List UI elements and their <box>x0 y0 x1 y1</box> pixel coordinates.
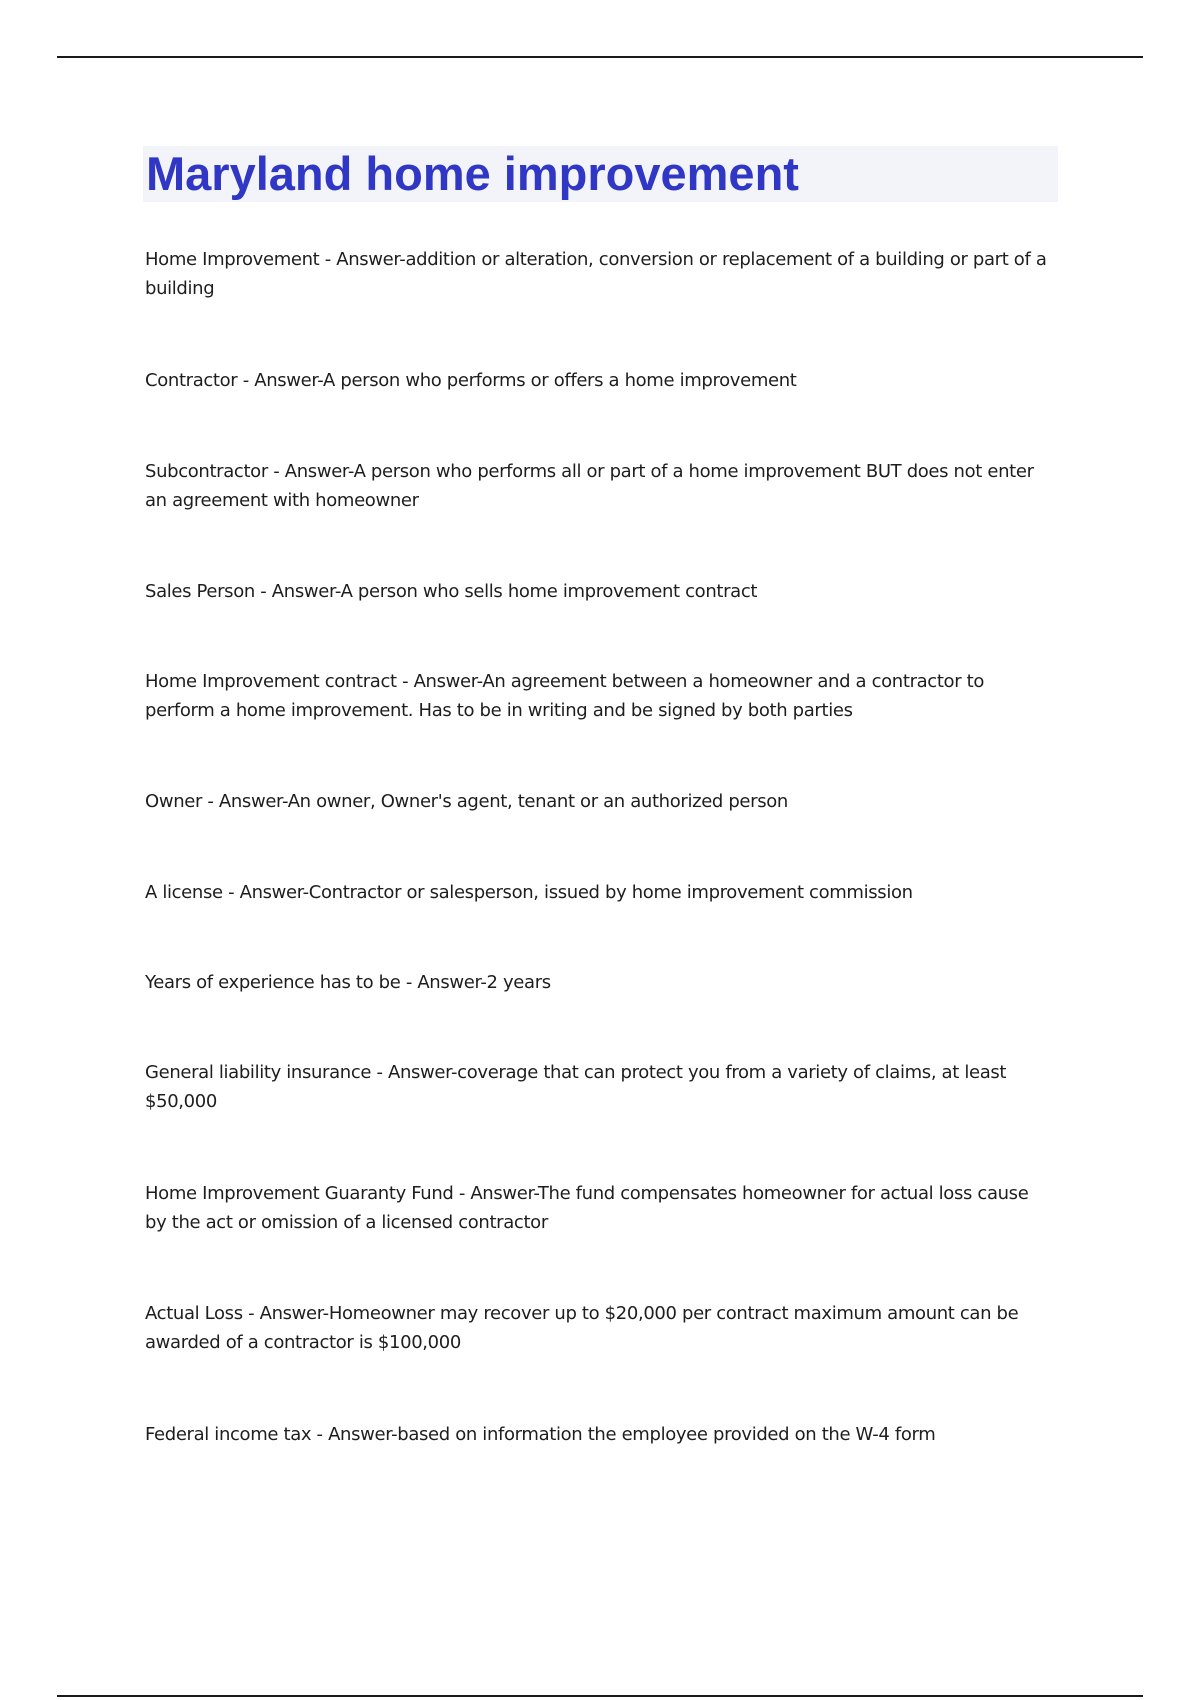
entry-home-improvement-contract: Home Improvement contract - Answer-An agreement between a homeowner and a contractor to perform a home improvement. Has to be in writing and be signed by both parties <box>145 671 985 721</box>
entry-federal-income-tax: Federal income tax - Answer-based on information the employee provided on the W-4 form <box>145 1424 936 1445</box>
entry-owner: Owner - Answer-An owner, Owner's agent, tenant or an authorized person <box>145 791 788 812</box>
entry-liability-insurance: General liability insurance - Answer-coverage that can protect you from a variety of claims, at least $50,000 <box>145 1062 1007 1112</box>
entry-years-experience: Years of experience has to be - Answer-2 years <box>145 972 551 993</box>
entry-contractor: Contractor - Answer-A person who performs or offers a home improvement <box>145 370 797 391</box>
entry-guaranty-fund: Home Improvement Guaranty Fund - Answer-The fund compensates homeowner for actual loss cause by the act or omission of a licensed contractor <box>145 1183 1029 1233</box>
entry-subcontractor: Subcontractor - Answer-A person who performs all or part of a home improvement BUT does not enter an agreement with homeowner <box>145 461 1034 511</box>
entry-license: A license - Answer-Contractor or salesperson, issued by home improvement commission <box>145 882 913 903</box>
entry-home-improvement: Home Improvement - Answer-addition or alteration, conversion or replacement of a building or part of a building <box>145 249 1047 299</box>
header-rule <box>57 56 1143 58</box>
entry-actual-loss: Actual Loss - Answer-Homeowner may recover up to $20,000 per contract maximum amount can be awarded of a contractor is $100,000 <box>145 1303 1019 1353</box>
entry-sales-person: Sales Person - Answer-A person who sells home improvement contract <box>145 581 758 602</box>
document-title: Maryland home improvement <box>146 147 799 200</box>
footer-rule <box>57 1695 1143 1697</box>
